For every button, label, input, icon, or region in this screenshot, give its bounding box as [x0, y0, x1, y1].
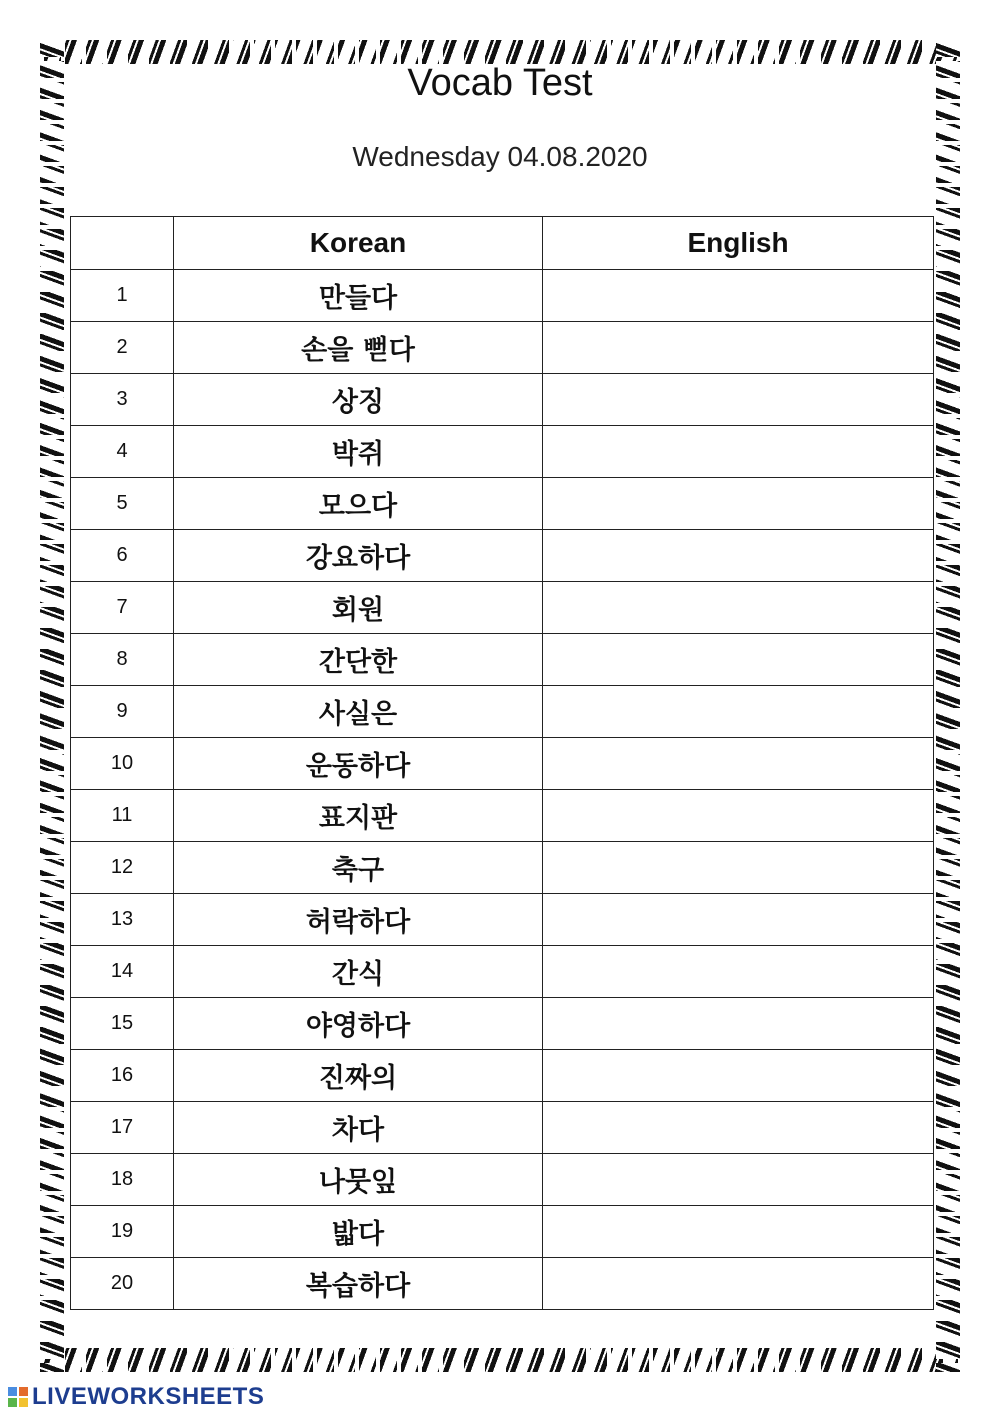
table-row [71, 426, 934, 478]
vocab-table-body [71, 270, 934, 1310]
row-number: 17 [71, 1102, 174, 1154]
page-title: Vocab Test [407, 62, 593, 104]
korean-word: 상징 [174, 374, 543, 426]
korean-word: 표지판 [174, 790, 543, 842]
english-answer-field[interactable] [543, 998, 934, 1050]
decorative-border-top [44, 40, 958, 64]
row-number: 14 [71, 946, 174, 998]
korean-word: 운동하다 [174, 738, 543, 790]
row-number: 5 [71, 478, 174, 530]
korean-word: 밟다 [174, 1206, 543, 1258]
korean-word: 야영하다 [174, 998, 543, 1050]
table-row [71, 322, 934, 374]
korean-word: 사실은 [174, 686, 543, 738]
english-answer-field[interactable] [543, 686, 934, 738]
header-korean: Korean [174, 217, 543, 270]
decorative-border-left [40, 40, 64, 1372]
table-row [71, 1258, 934, 1310]
korean-word: 만들다 [174, 270, 543, 322]
english-answer-field[interactable] [543, 634, 934, 686]
table-row [71, 894, 934, 946]
english-answer-field[interactable] [543, 322, 934, 374]
korean-word: 축구 [174, 842, 543, 894]
table-row [71, 790, 934, 842]
row-number: 3 [71, 374, 174, 426]
table-row [71, 998, 934, 1050]
english-answer-field[interactable] [543, 738, 934, 790]
table-row [71, 1050, 934, 1102]
row-number: 2 [71, 322, 174, 374]
row-number: 18 [71, 1154, 174, 1206]
header-english: English [543, 217, 934, 270]
table-row [71, 582, 934, 634]
korean-word: 진짜의 [174, 1050, 543, 1102]
table-row [71, 946, 934, 998]
row-number: 16 [71, 1050, 174, 1102]
korean-word: 허락하다 [174, 894, 543, 946]
english-answer-field[interactable] [543, 790, 934, 842]
korean-word: 나뭇잎 [174, 1154, 543, 1206]
table-row [71, 374, 934, 426]
table-row [71, 270, 934, 322]
table-row [71, 1154, 934, 1206]
row-number: 10 [71, 738, 174, 790]
english-answer-field[interactable] [543, 946, 934, 998]
liveworksheets-logo-icon [8, 1387, 28, 1407]
english-answer-field[interactable] [543, 582, 934, 634]
english-answer-field[interactable] [543, 842, 934, 894]
table-row [71, 842, 934, 894]
row-number: 20 [71, 1258, 174, 1310]
korean-word: 복습하다 [174, 1258, 543, 1310]
row-number: 7 [71, 582, 174, 634]
korean-word: 간식 [174, 946, 543, 998]
english-answer-field[interactable] [543, 426, 934, 478]
table-row [71, 738, 934, 790]
korean-word: 강요하다 [174, 530, 543, 582]
row-number: 9 [71, 686, 174, 738]
english-answer-field[interactable] [543, 478, 934, 530]
liveworksheets-watermark [8, 1383, 264, 1411]
english-answer-field[interactable] [543, 894, 934, 946]
row-number: 12 [71, 842, 174, 894]
table-row [71, 634, 934, 686]
table-header-row [71, 217, 934, 270]
english-answer-field[interactable] [543, 270, 934, 322]
english-answer-field[interactable] [543, 1206, 934, 1258]
korean-word: 차다 [174, 1102, 543, 1154]
table-row [71, 478, 934, 530]
page-date: Wednesday 04.08.2020 [352, 141, 648, 172]
row-number: 13 [71, 894, 174, 946]
vocab-table [70, 216, 934, 1310]
korean-word: 간단한 [174, 634, 543, 686]
table-row [71, 1206, 934, 1258]
english-answer-field[interactable] [543, 1258, 934, 1310]
korean-word: 모으다 [174, 478, 543, 530]
table-row [71, 530, 934, 582]
header-number [71, 217, 174, 270]
row-number: 1 [71, 270, 174, 322]
row-number: 6 [71, 530, 174, 582]
english-answer-field[interactable] [543, 1154, 934, 1206]
row-number: 11 [71, 790, 174, 842]
korean-word: 회원 [174, 582, 543, 634]
table-row [71, 1102, 934, 1154]
row-number: 8 [71, 634, 174, 686]
row-number: 19 [71, 1206, 174, 1258]
row-number: 4 [71, 426, 174, 478]
watermark-text: LIVEWORKSHEETS [32, 1383, 265, 1410]
korean-word: 박쥐 [174, 426, 543, 478]
english-answer-field[interactable] [543, 1050, 934, 1102]
table-row [71, 686, 934, 738]
english-answer-field[interactable] [543, 530, 934, 582]
decorative-border-right [936, 40, 960, 1372]
decorative-border-bottom [44, 1348, 958, 1372]
english-answer-field[interactable] [543, 1102, 934, 1154]
row-number: 15 [71, 998, 174, 1050]
korean-word: 손을 뻗다 [174, 322, 543, 374]
english-answer-field[interactable] [543, 374, 934, 426]
